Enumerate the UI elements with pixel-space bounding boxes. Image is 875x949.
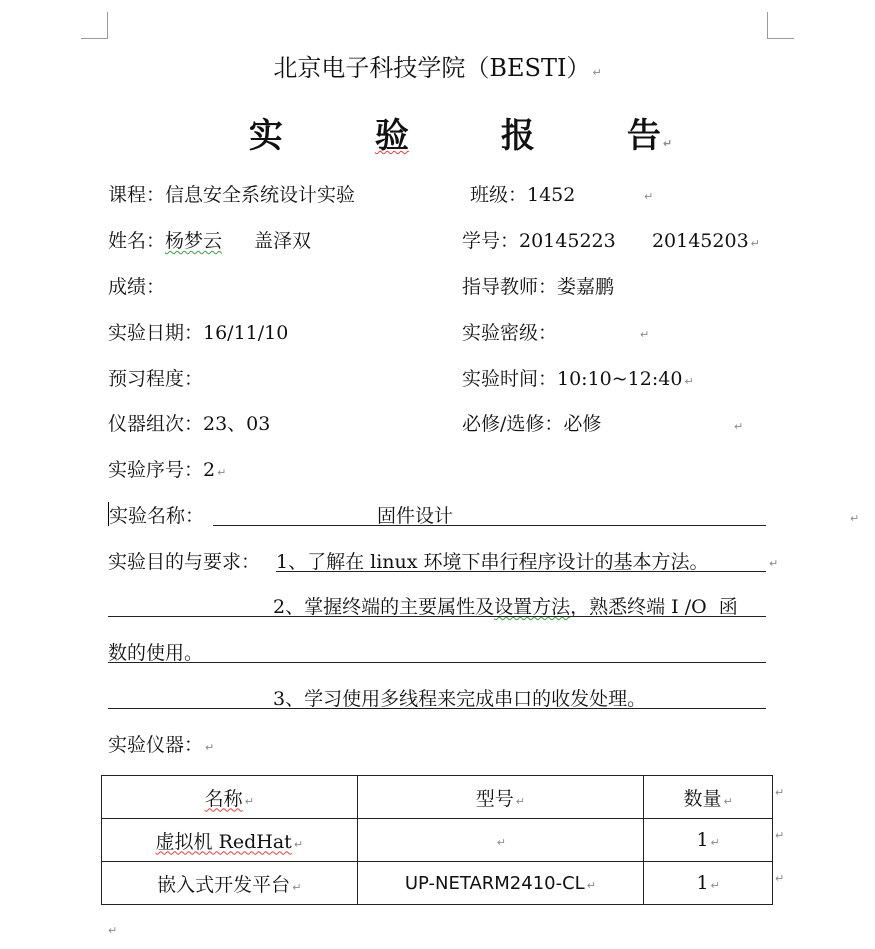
instruments-label-text: 实验仪器： xyxy=(108,734,204,756)
table-cell xyxy=(102,862,358,905)
table-cell xyxy=(644,862,773,905)
course-field: 课程：信息安全系统设计实验 xyxy=(108,184,356,206)
group-field: 仪器组次：23、03 xyxy=(108,413,271,435)
header-quantity: 数量 xyxy=(683,787,722,810)
time-field xyxy=(462,367,694,394)
secrecy-field: 实验密级： xyxy=(462,322,558,344)
cell-mark: ↵ xyxy=(293,837,304,851)
preview-field: 预习程度： xyxy=(108,368,204,390)
table-header-row xyxy=(102,776,773,819)
row-2-model: UP-NETARM2410-CL xyxy=(404,873,585,894)
instruments-label xyxy=(108,733,214,760)
cell-mark: ↵ xyxy=(515,794,526,808)
header-model: 型号 xyxy=(475,787,514,810)
table-cell xyxy=(644,819,773,862)
paragraph-mark: ↵ xyxy=(750,237,760,250)
paragraph-mark: ↵ xyxy=(217,466,227,479)
purpose-3-underline xyxy=(108,708,766,709)
purpose-label: 实验目的与要求： xyxy=(108,551,261,573)
institution-heading xyxy=(0,48,875,83)
sequence-field xyxy=(108,458,226,485)
instructor-field: 指导教师：娄嘉鹏 xyxy=(462,276,615,298)
paragraph-mark: ↵ xyxy=(769,557,779,570)
row-1-name: 虚拟机 RedHat xyxy=(155,830,292,853)
cell-mark: ↵ xyxy=(496,836,507,849)
row-end-mark: ↵ xyxy=(775,872,785,885)
cell-mark: ↵ xyxy=(244,794,254,808)
purpose-item-1: 1、了解在 linux 环境下串行程序设计的基本方法。 xyxy=(276,551,709,573)
elective-field: 必修/选修：必修 xyxy=(462,413,602,435)
institution-text: 北京电子科技学院（BESTI） xyxy=(273,54,591,82)
crop-mark-top-left xyxy=(81,12,108,39)
cell-mark: ↵ xyxy=(292,880,302,894)
table-row xyxy=(102,862,773,905)
row-2-name: 嵌入式开发平台 xyxy=(157,873,291,896)
time-text: 实验时间：10:10~12:40 xyxy=(462,368,683,390)
purpose-1-underline xyxy=(276,571,766,572)
purpose-item-2-cont: 数的使用。 xyxy=(108,642,204,664)
grade-field: 成绩： xyxy=(108,276,166,298)
name-1: 杨梦云 xyxy=(165,230,223,252)
table-cell xyxy=(357,862,644,905)
row-2-quantity: 1 xyxy=(696,872,709,894)
purpose-item-3: 3、学习使用多线程来完成串口的收发处理。 xyxy=(273,688,647,710)
paragraph-mark: ↵ xyxy=(592,66,602,79)
purpose-2-part-c: ，熟悉终端 I /O 函 xyxy=(570,596,738,618)
row-end-mark: ↵ xyxy=(775,829,785,842)
student-id-field xyxy=(462,229,760,256)
table-header-cell xyxy=(357,776,644,819)
table-cell xyxy=(102,819,358,862)
title-char-1: 实 xyxy=(248,116,283,156)
purpose-2-part-b: 设置方法 xyxy=(494,596,571,618)
paragraph-mark: ↵ xyxy=(108,924,118,937)
purpose-2-cont-underline xyxy=(108,662,766,663)
paragraph-mark: ↵ xyxy=(662,137,673,150)
row-end-mark: ↵ xyxy=(775,786,785,799)
name-2: 盖泽双 xyxy=(254,230,312,252)
paragraph-mark: ↵ xyxy=(205,741,215,754)
paragraph-mark: ↵ xyxy=(850,512,860,525)
title-char-2: 验 xyxy=(374,116,409,156)
paragraph-mark: ↵ xyxy=(684,375,694,388)
instruments-table xyxy=(101,775,773,905)
exp-name-underline xyxy=(213,525,766,526)
sequence-text: 实验序号：2 xyxy=(108,459,216,481)
title-char-4: 告 xyxy=(626,116,661,156)
paragraph-mark: ↵ xyxy=(640,328,650,341)
name-field xyxy=(108,229,311,253)
cell-mark: ↵ xyxy=(710,879,720,892)
cell-mark: ↵ xyxy=(710,836,720,849)
purpose-2-part-a: 2、掌握终端的主要属性及 xyxy=(273,596,495,618)
class-field: 班级：1452 xyxy=(470,184,576,206)
cell-mark: ↵ xyxy=(723,794,733,808)
table-cell xyxy=(357,819,644,862)
table-row xyxy=(102,819,773,862)
header-name: 名称 xyxy=(204,787,243,810)
purpose-2-underline xyxy=(108,616,766,617)
table-header-cell xyxy=(102,776,358,819)
row-1-quantity: 1 xyxy=(696,829,709,851)
name-label: 姓名： xyxy=(108,230,166,252)
paragraph-mark: ↵ xyxy=(644,190,654,203)
exp-name-label: 实验名称： xyxy=(109,505,205,527)
exp-name-value: 固件设计 xyxy=(377,505,454,527)
title-char-3: 报 xyxy=(500,116,535,156)
student-id-text: 学号：20145223 20145203 xyxy=(462,230,749,252)
paragraph-mark: ↵ xyxy=(734,420,744,433)
cell-mark: ↵ xyxy=(586,879,596,892)
date-field: 实验日期：16/11/10 xyxy=(108,322,289,344)
crop-mark-top-right xyxy=(767,12,794,39)
table-header-cell xyxy=(644,776,773,819)
report-title xyxy=(0,108,875,157)
